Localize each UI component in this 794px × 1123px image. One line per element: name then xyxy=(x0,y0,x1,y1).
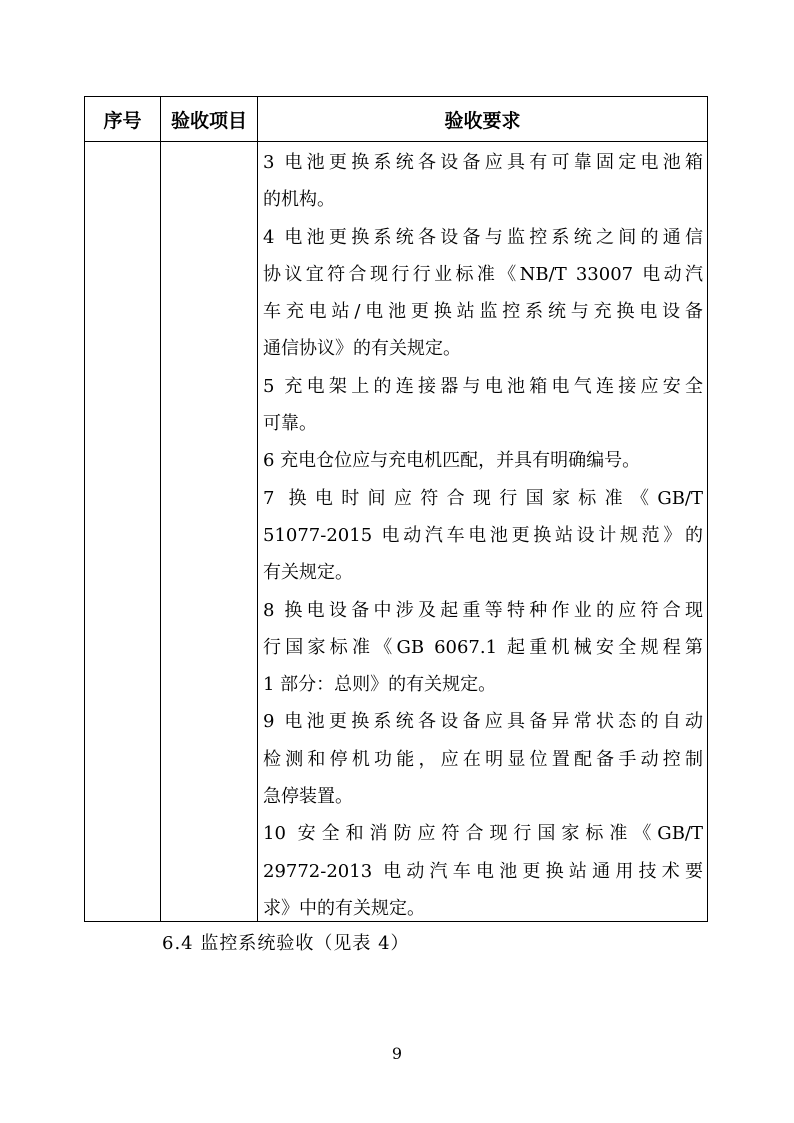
requirement-item xyxy=(263,368,703,443)
requirement-item xyxy=(263,703,703,815)
requirement-line: 行国家标准《GB 6067.1 起重机械安全规程第 xyxy=(263,636,703,658)
requirements-cell xyxy=(263,144,703,927)
column-divider xyxy=(160,97,161,921)
requirement-line: 6 充电仓位应与充电机匹配，并具有明确编号。 xyxy=(263,450,641,472)
requirement-line: 8 换电设备中涉及起重等特种作业的应符合现 xyxy=(263,599,703,621)
requirement-line: 10 安全和消防应符合现行国家标准《GB/T xyxy=(263,823,703,845)
header-divider xyxy=(85,141,707,142)
requirement-line: 4 电池更换系统各设备与监控系统之间的通信 xyxy=(263,226,703,248)
requirement-line: 9 电池更换系统各设备应具备异常状态的自动 xyxy=(263,711,703,733)
section-heading: 6.4 监控系统验收（见表 4） xyxy=(162,933,410,954)
requirement-line: 有关规定。 xyxy=(263,562,353,584)
requirement-line: 车充电站/电池更换站监控系统与充换电设备 xyxy=(263,301,703,323)
requirement-item xyxy=(263,219,703,368)
requirement-line: 可靠。 xyxy=(263,413,317,435)
acceptance-table xyxy=(84,96,708,922)
requirement-item xyxy=(263,442,703,479)
header-acceptance-requirement: 验收要求 xyxy=(444,109,521,132)
page-number: 9 xyxy=(391,1044,403,1063)
requirement-line: 协议宜符合现行行业标准《NB/T 33007 电动汽 xyxy=(263,263,703,285)
requirement-line: 3 电池更换系统各设备应具有可靠固定电池箱 xyxy=(263,152,703,173)
requirement-line: 通信协议》的有关规定。 xyxy=(263,338,461,360)
requirement-line: 求》中的有关规定。 xyxy=(263,897,425,919)
requirement-line: 7 换电时间应符合现行国家标准《GB/T xyxy=(263,487,703,509)
header-acceptance-item: 验收项目 xyxy=(170,109,247,132)
requirement-line: 1 部分：总则》的有关规定。 xyxy=(263,674,497,696)
requirement-line: 29772-2013 电动汽车电池更换站通用技术要 xyxy=(263,860,703,882)
requirement-item xyxy=(263,815,703,927)
requirement-line: 的机构。 xyxy=(263,189,335,211)
header-serial-number: 序号 xyxy=(103,109,142,132)
requirement-line: 检测和停机功能，应在明显位置配备手动控制 xyxy=(263,748,703,770)
column-divider xyxy=(257,97,258,921)
requirement-line: 51077-2015 电动汽车电池更换站设计规范》的 xyxy=(263,524,703,546)
requirement-item xyxy=(263,592,703,704)
requirement-item xyxy=(263,480,703,592)
requirement-item xyxy=(263,144,703,219)
requirement-line: 急停装置。 xyxy=(263,786,353,808)
requirement-line: 5 充电架上的连接器与电池箱电气连接应安全 xyxy=(263,375,703,397)
